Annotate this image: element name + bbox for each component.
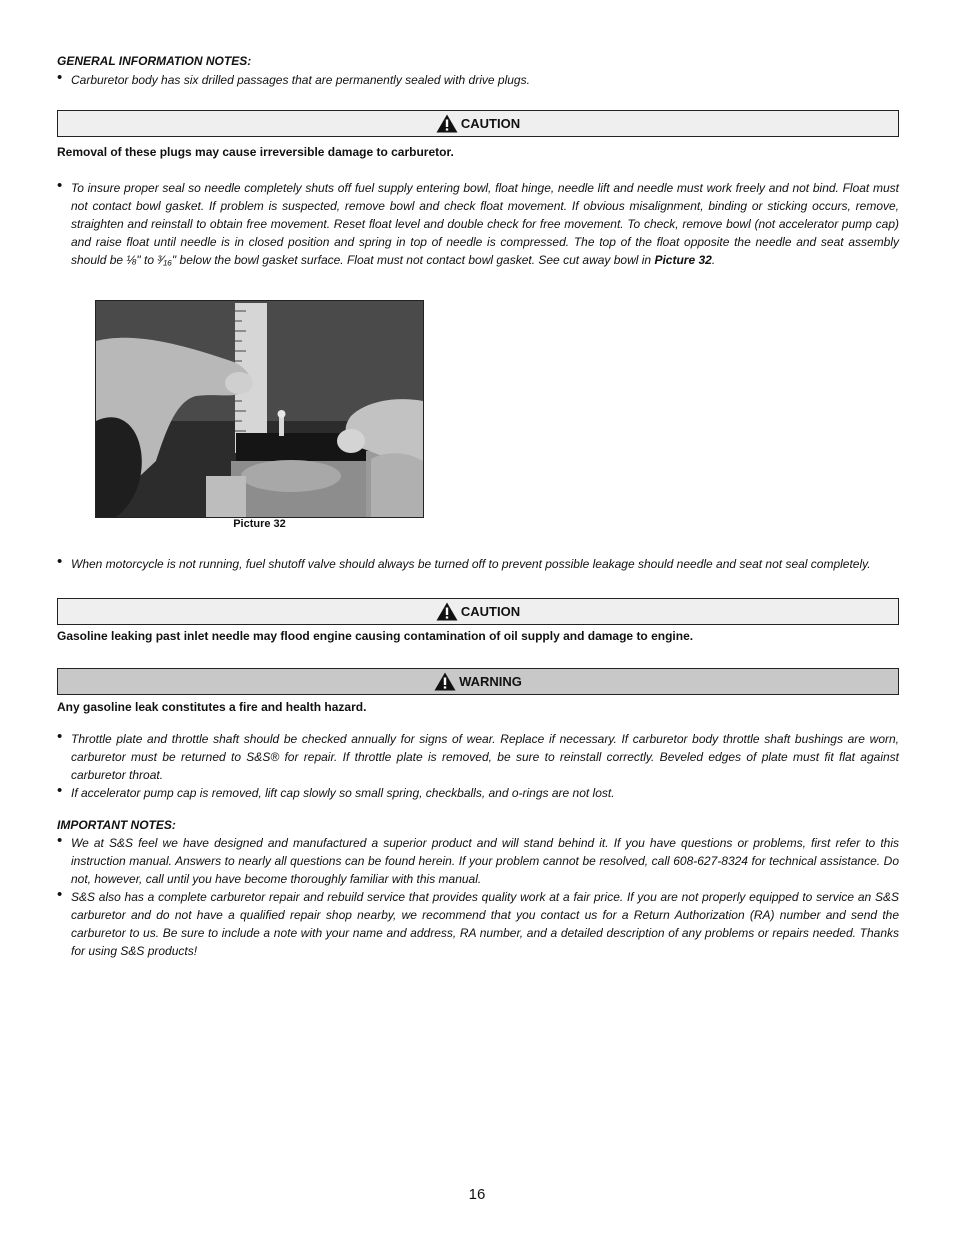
page-number: 16: [468, 1186, 486, 1203]
float-note-text: To insure proper seal so needle completely shuts off fuel supply entering bowl, float hinge, needle lift and needle must work freely and not bind. Float must not contact bowl gasket. If problem is suspected, remove bowl and check float movement. If obvious misalignment, binding or sticking occurs, remove, straighten and reinstall to obtain free movement. Reset float level and double check for free movement. To check, remove bowl (not accelerator pump cap) and raise float until needle is in closed position and spring in top of needle is compressed. The top of the float opposite the needle and seat assembly should be ⅛" to ³⁄₁₆" below the bowl gasket surface. Float must not contact bowl gasket. See cut away bowl in: [71, 181, 899, 267]
pump-note-text: If accelerator pump cap is removed, lift cap slowly so small spring, checkballs, and o-rings are not lost.: [71, 786, 615, 800]
float-note-end: .: [711, 253, 716, 267]
picture-caption: Picture 32: [233, 518, 286, 530]
general-note-text: Carburetor body has six drilled passages that are permanently sealed with drive plugs.: [71, 73, 530, 87]
float-measurement-illustration: [96, 301, 423, 517]
pump-note-item: [57, 784, 899, 802]
warning-banner: [57, 668, 899, 695]
caution-label-2: CAUTION: [460, 604, 521, 619]
shutoff-note-text: When motorcycle is not running, fuel shutoff valve should always be turned off to prevent possible leakage should needle and seat not seal completely.: [71, 557, 871, 571]
shutoff-note-item: [57, 555, 899, 573]
throttle-note-item: [57, 730, 899, 784]
bullet-icon: •: [57, 886, 63, 903]
warning-triangle-icon: [436, 602, 458, 621]
important-note-item-2: [57, 888, 899, 960]
warning-text: Any gasoline leak constitutes a fire and health hazard.: [57, 700, 367, 714]
general-notes-heading: GENERAL INFORMATION NOTES:: [57, 54, 252, 68]
important-notes-heading: IMPORTANT NOTES:: [57, 818, 176, 832]
bullet-icon: •: [57, 782, 63, 799]
bullet-icon: •: [57, 177, 63, 194]
warning-label: WARNING: [459, 674, 522, 689]
bullet-icon: •: [57, 69, 63, 86]
picture-reference: Picture 32: [654, 253, 712, 267]
bullet-icon: •: [57, 553, 63, 570]
caution-banner-2: [57, 598, 899, 625]
general-note-item: [57, 71, 899, 89]
warning-triangle-icon: [434, 672, 456, 691]
important-note-text-2: S&S also has a complete carburetor repair and rebuild service that provides quality work at a fair price. If you are not properly equipped to service an S&S carburetor and do not have a qualified repair shop nearby, we recommend that you contact us for a Return Authorization (RA) number and send the carburetor to us. Be sure to include a note with your name and address, RA number, and a detailed description of any problems or repairs needed. Thanks for using S&S products!: [71, 890, 899, 958]
caution-banner: [57, 110, 899, 137]
float-note-item: [57, 179, 899, 269]
bullet-icon: •: [57, 832, 63, 849]
important-note-text: We at S&S feel we have designed and manufactured a superior product and will stand behind it. If you have questions or problems, first refer to this instruction manual. Answers to nearly all questions can be found herein. If your problem cannot be resolved, call 608-627-8324 for technical assistance. Do not, however, call until you have become thoroughly familiar with this manual.: [71, 836, 899, 886]
caution-text-2: Gasoline leaking past inlet needle may flood engine causing contamination of oil supply and damage to engine.: [57, 629, 694, 643]
throttle-note-text: Throttle plate and throttle shaft should be checked annually for signs of wear. Replace if necessary. If carburetor body throttle shaft bushings are worn, carburetor must be returned to S&S® for repair. If throttle plate is removed, be sure to reinstall correctly. Beveled edges of plate must fit flat against carburetor throat.: [71, 732, 899, 782]
carburetor-float-photo: [95, 300, 424, 518]
caution-label: CAUTION: [460, 116, 521, 131]
important-note-item: [57, 834, 899, 888]
bullet-icon: •: [57, 728, 63, 745]
warning-triangle-icon: [436, 114, 458, 133]
caution-text: Removal of these plugs may cause irreversible damage to carburetor.: [57, 145, 454, 159]
